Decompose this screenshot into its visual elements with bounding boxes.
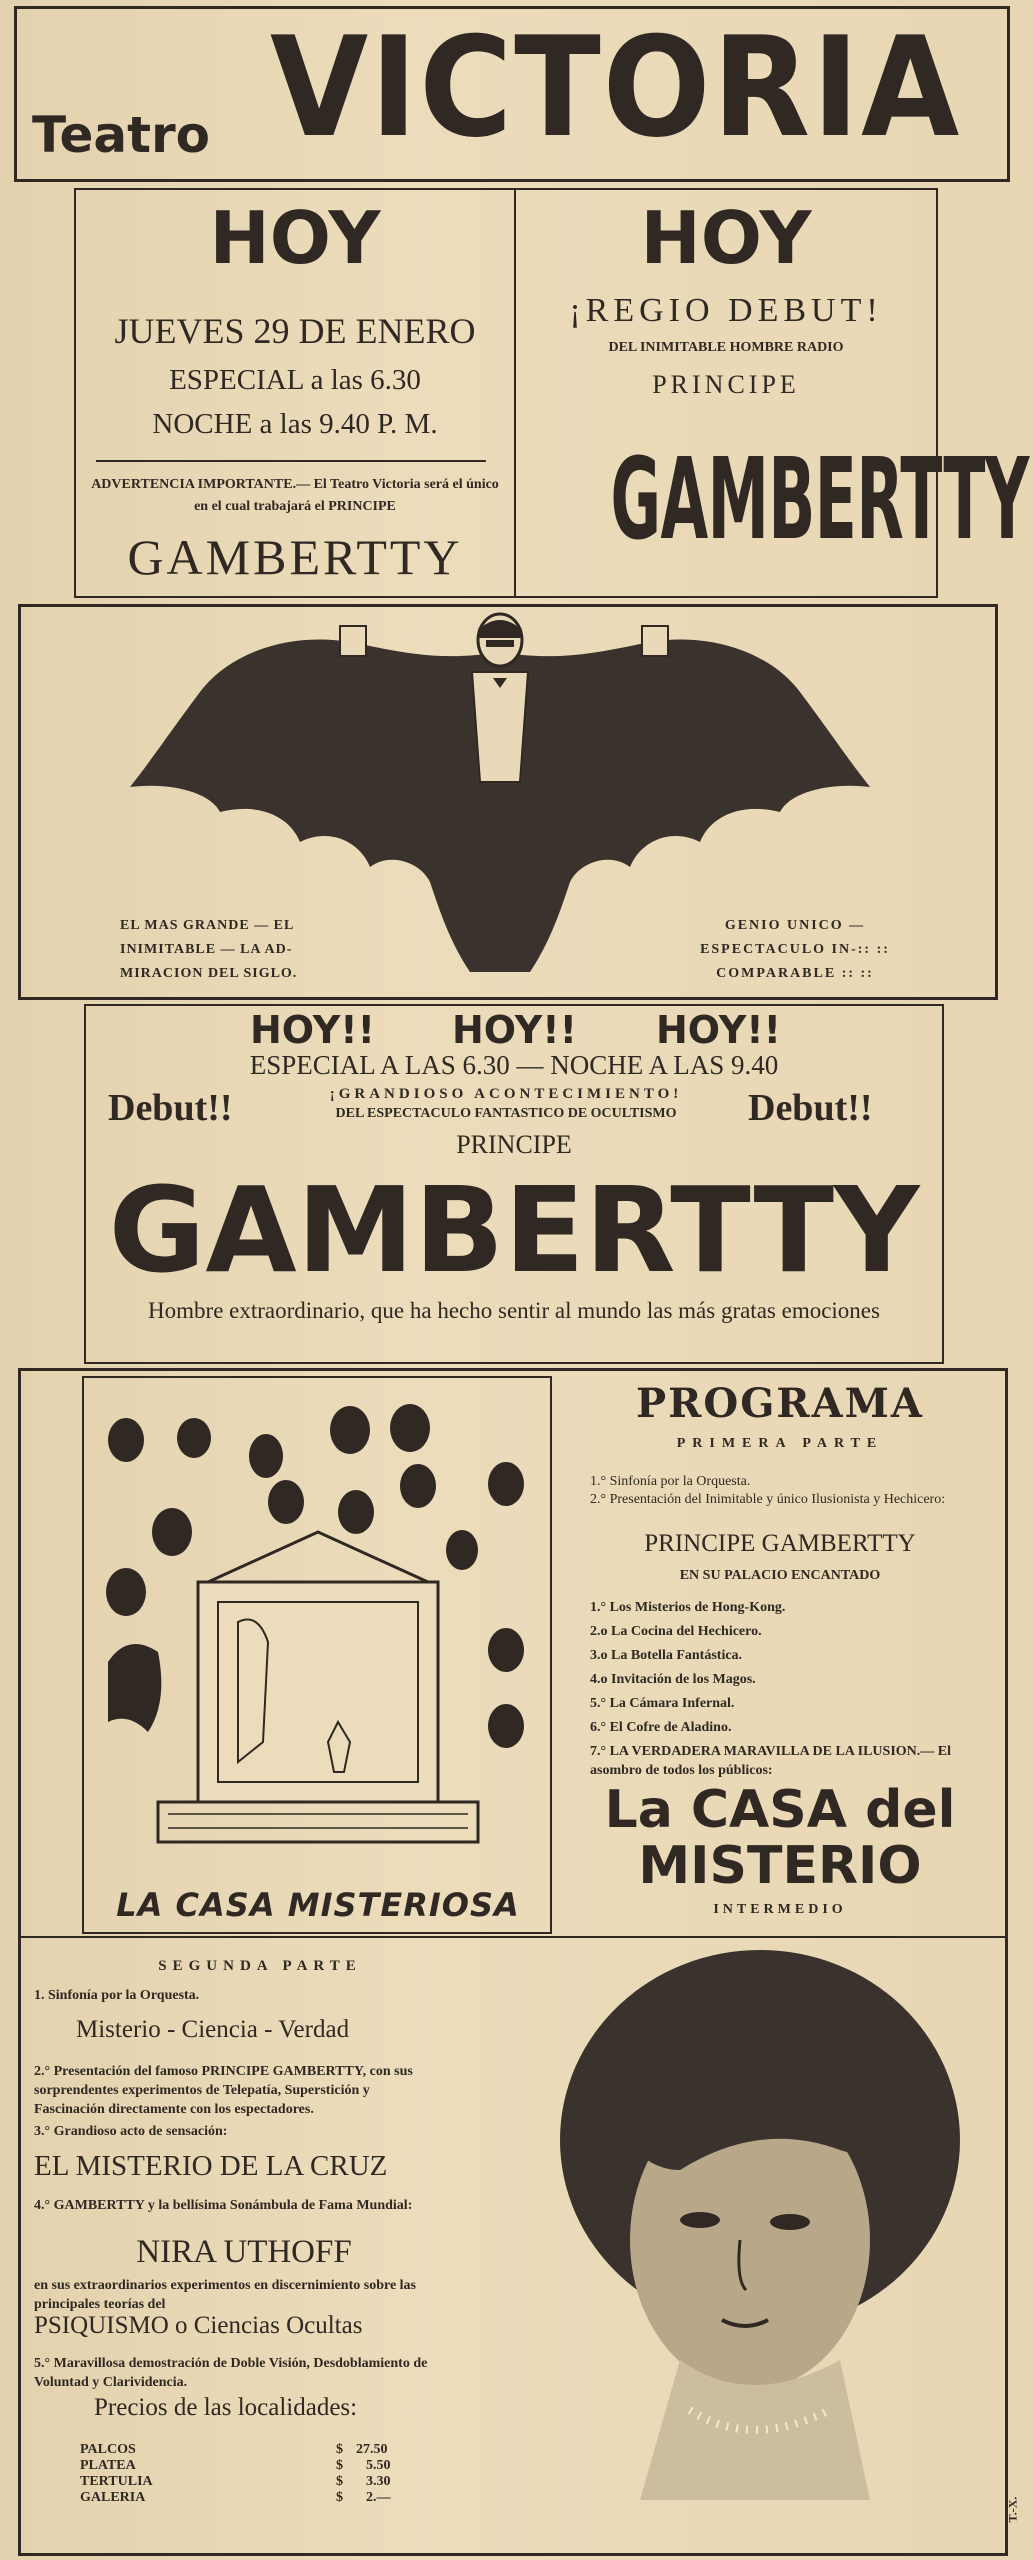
right-gambertty: GAMBERTTY	[610, 435, 1029, 565]
intermedio: INTERMEDIO	[713, 1902, 847, 1917]
middle-del-espectaculo: DEL ESPECTACULO FANTASTICO DE OCULTISMO	[335, 1106, 677, 1121]
middle-gambertty: GAMBERTTY	[108, 1161, 920, 1299]
left-especial: ESPECIAL a las 6.30	[169, 364, 421, 396]
primera-parte: PRIMERA PARTE	[676, 1436, 884, 1451]
precio-label-galeria: GALERIA	[80, 2490, 146, 2505]
prog-item-2: 2.o La Cocina del Hechicero.	[590, 1624, 762, 1639]
prog-item-4: 4.o Invitación de los Magos.	[590, 1672, 756, 1687]
casa-line-1: La CASA del	[604, 1780, 956, 1840]
prog-item-7: 7.° LA VERDADERA MARAVILLA DE LA ILUSION.— El asombro de todos los públicos:	[590, 1744, 951, 1778]
middle-hoy-3: HOY!!	[656, 1008, 781, 1052]
middle-grandioso: ¡GRANDIOSO ACONTECIMIENTO!	[329, 1086, 683, 1102]
precio-value-tertulia: 3.30	[366, 2474, 391, 2489]
nira-desc: en sus extraordinarios experimentos en discernimiento sobre las principales teorías del	[34, 2278, 416, 2312]
nira-uthoff-portrait	[540, 1940, 980, 2500]
precio-currency-tertulia: $	[336, 2474, 343, 2489]
segunda-parte: SEGUNDA PARTE	[158, 1958, 362, 1974]
cruz: EL MISTERIO DE LA CRUZ	[34, 2150, 388, 2182]
psiquismo: PSIQUISMO o Ciencias Ocultas	[34, 2312, 363, 2339]
right-principe: PRINCIPE	[652, 370, 800, 399]
casa-misteriosa-illustration	[88, 1382, 548, 1882]
precio-value-palcos: 27.50	[356, 2442, 388, 2457]
middle-debut-left: Debut!!	[108, 1087, 233, 1129]
left-noche: NOCHE a las 9.40 P. M.	[152, 408, 438, 440]
middle-hoy-1: HOY!!	[250, 1008, 375, 1052]
prog-item-1: 1.° Los Misterios de Hong-Kong.	[590, 1600, 786, 1615]
middle-hoy-2: HOY!!	[452, 1008, 577, 1052]
casa-line-2: MISTERIO	[638, 1836, 922, 1896]
intro-2: 2.° Presentación del Inimitable y único Ilusionista y Hechicero:	[590, 1492, 946, 1507]
middle-debut-right: Debut!!	[748, 1087, 873, 1129]
programa-principe: PRINCIPE GAMBERTTY	[644, 1530, 916, 1557]
casa-misteriosa-caption: LA CASA MISTERIOSA	[116, 1886, 520, 1924]
precio-label-tertulia: TERTULIA	[80, 2474, 153, 2489]
left-hoy: HOY	[209, 196, 381, 280]
middle-tagline: Hombre extraordinario, que ha hecho sentir al mundo las más gratas emociones	[148, 1298, 880, 1323]
precios-title: Precios de las localidades:	[94, 2394, 358, 2421]
programa-palacio: EN SU PALACIO ENCANTADO	[679, 1568, 881, 1583]
seg-item-5: 5.° Maravillosa demostración de Doble Visión, Desdoblamiento de Voluntad y Clarividencia.	[34, 2356, 428, 2390]
prog-item-3: 3.o La Botella Fantástica.	[590, 1648, 743, 1663]
seg-item-2: 2.° Presentación del famoso PRINCIPE GAMBERTTY, con sus sorprendentes experimentos de Telepatía, Superstición y Fascinación directamente con los espectadores.	[34, 2064, 413, 2117]
mcv: Misterio - Ciencia - Verdad	[76, 2016, 350, 2043]
seg-item-3: 3.° Grandioso acto de sensación:	[34, 2124, 228, 2139]
victoria-title: VICTORIA	[270, 7, 962, 168]
bat-right-text: GENIO UNICO — ESPECTACULO IN-:: :: COMPARABLE :: ::	[700, 918, 890, 981]
seg-item-4: 4.° GAMBERTTY y la bellísima Sonámbula de Fama Mundial:	[34, 2198, 413, 2213]
precio-currency-palcos: $	[336, 2442, 343, 2457]
right-regio: ¡REGIO DEBUT!	[569, 292, 883, 329]
intro-1: 1.° Sinfonía por la Orquesta.	[590, 1474, 751, 1489]
corner-mark: T.-X.	[1005, 2496, 1020, 2523]
left-gambertty: GAMBERTTY	[127, 529, 463, 585]
precio-value-galeria: 2.—	[366, 2490, 391, 2505]
middle-principe: PRINCIPE	[456, 1130, 572, 1159]
right-hoy: HOY	[640, 196, 812, 280]
precio-value-platea: 5.50	[366, 2458, 391, 2473]
prog-item-5: 5.° La Cámara Infernal.	[590, 1696, 735, 1711]
program-divider	[20, 1936, 1006, 1938]
precio-label-palcos: PALCOS	[80, 2442, 136, 2457]
seg-item-1: 1. Sinfonía por la Orquesta.	[34, 1988, 200, 2003]
precio-currency-platea: $	[336, 2458, 343, 2473]
prog-item-6: 6.° El Cofre de Aladino.	[590, 1720, 732, 1735]
programa-title: PROGRAMA	[636, 1380, 924, 1427]
nira: NIRA UTHOFF	[136, 2234, 352, 2270]
teatro-label: Teatro	[32, 106, 211, 164]
precio-label-platea: PLATEA	[80, 2458, 136, 2473]
left-date: JUEVES 29 DE ENERO	[114, 311, 476, 351]
precio-currency-galeria: $	[336, 2490, 343, 2505]
bat-left-text: EL MAS GRANDE — EL INIMITABLE — LA AD-MIRACION DEL SIGLO.	[120, 918, 298, 981]
middle-especial-line: ESPECIAL A LAS 6.30 — NOCHE A LAS 9.40	[249, 1050, 779, 1080]
right-inimitable: DEL INIMITABLE HOMBRE RADIO	[608, 340, 844, 355]
left-divider	[96, 460, 486, 462]
left-advertencia: ADVERTENCIA IMPORTANTE.— El Teatro Victoria será el único en el cual trabajará el PRINCIPE	[91, 477, 499, 514]
